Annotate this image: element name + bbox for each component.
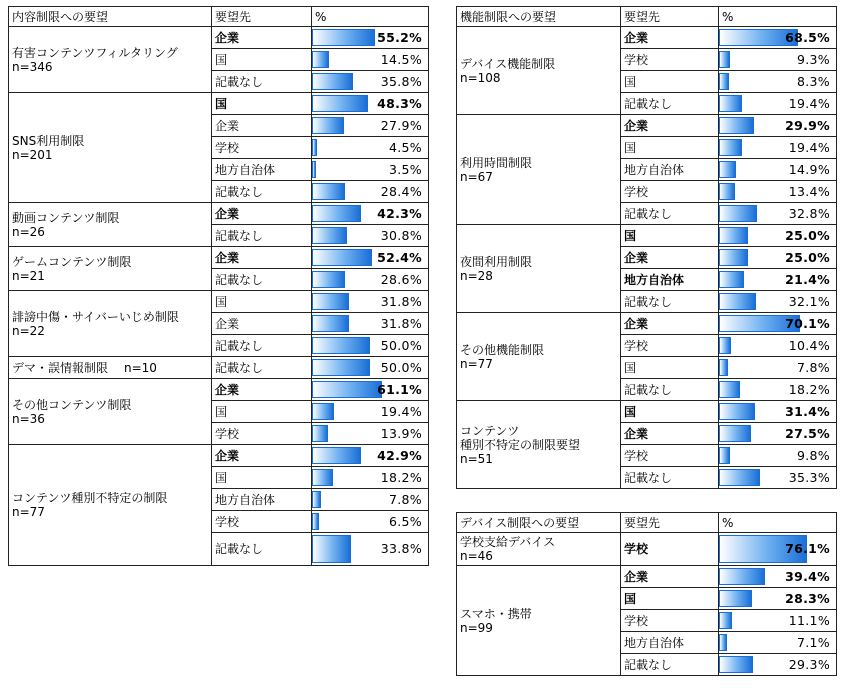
org-label: 国 — [621, 137, 719, 159]
category-header: 機能制限への要望 — [457, 7, 621, 27]
org-label: 記載なし — [212, 357, 312, 379]
category-header: 内容制限への要望 — [9, 7, 212, 27]
percent-label: 8.3% — [797, 73, 830, 89]
percent-label: 3.5% — [389, 161, 422, 177]
category-cell — [457, 533, 621, 566]
header-row — [9, 7, 429, 27]
category-label: デマ・誤情報制限 — [12, 360, 109, 375]
percent-label: 13.9% — [380, 425, 422, 441]
value-cell — [719, 93, 837, 115]
table-row — [457, 566, 837, 588]
header-row — [457, 513, 837, 533]
org-label: 学校 — [212, 511, 312, 533]
value-cell — [312, 445, 429, 467]
value-cell — [312, 335, 429, 357]
table-row — [9, 93, 429, 115]
value-cell — [719, 269, 837, 291]
category-cell — [457, 401, 621, 489]
value-cell — [312, 115, 429, 137]
value-cell — [719, 566, 837, 588]
org-label: 記載なし — [212, 335, 312, 357]
org-label: 記載なし — [621, 379, 719, 401]
org-label: 記載なし — [212, 225, 312, 247]
org-label: 企業 — [621, 423, 719, 445]
org-label: 国 — [212, 49, 312, 71]
function-restriction-table — [456, 6, 837, 489]
percent-label: 32.8% — [788, 205, 830, 221]
percent-label: 35.8% — [380, 73, 422, 89]
value-cell — [719, 335, 837, 357]
org-label: 記載なし — [212, 269, 312, 291]
org-label: 学校 — [621, 181, 719, 203]
table-row — [9, 357, 429, 379]
value-cell — [719, 49, 837, 71]
value-cell — [312, 423, 429, 445]
org-label: 学校 — [621, 335, 719, 357]
category-label: 有害コンテンツフィルタリング — [12, 45, 178, 60]
org-label: 学校 — [621, 610, 719, 632]
header-row — [457, 7, 837, 27]
percent-label: 6.5% — [389, 513, 422, 529]
value-cell — [312, 159, 429, 181]
table-row — [9, 27, 429, 49]
category-label: 誹謗中傷・サイバーいじめ制限 — [12, 309, 179, 324]
percent-label: 50.0% — [380, 337, 422, 353]
table-row — [457, 225, 837, 247]
org-label: 国 — [212, 93, 312, 115]
table-row — [457, 115, 837, 137]
value-cell — [719, 533, 837, 566]
content-restriction-table — [8, 6, 429, 566]
percent-label: 31.8% — [380, 293, 422, 309]
org-label: 記載なし — [621, 203, 719, 225]
percent-label: 42.3% — [377, 205, 422, 221]
category-cell — [457, 225, 621, 313]
value-cell — [312, 313, 429, 335]
sample-size-label: n=51 — [460, 451, 493, 466]
category-cell — [9, 357, 212, 379]
category-label: ゲームコンテンツ制限 — [12, 254, 132, 269]
org-header: 要望先 — [212, 7, 312, 27]
org-label: 地方自治体 — [621, 632, 719, 654]
category-cell — [9, 379, 212, 445]
org-label: 企業 — [212, 247, 312, 269]
org-label: 国 — [212, 467, 312, 489]
sample-size-label: n=346 — [12, 59, 53, 74]
sample-size-label: n=77 — [460, 356, 493, 371]
value-cell — [312, 511, 429, 533]
percent-label: 28.4% — [380, 183, 422, 199]
sample-size-label: n=99 — [460, 620, 493, 635]
org-label: 国 — [621, 357, 719, 379]
org-label: 記載なし — [621, 93, 719, 115]
category-cell — [9, 27, 212, 93]
org-label: 国 — [621, 71, 719, 93]
org-label: 地方自治体 — [212, 159, 312, 181]
sample-size-label: n=67 — [460, 169, 493, 184]
category-label: スマホ・携帯 — [460, 606, 532, 621]
value-cell — [719, 379, 837, 401]
sample-size-label: n=46 — [460, 549, 493, 563]
percent-label: 13.4% — [788, 183, 830, 199]
value-cell — [312, 467, 429, 489]
value-cell — [719, 137, 837, 159]
percent-label: 7.8% — [389, 491, 422, 507]
value-cell — [312, 247, 429, 269]
category-label: その他コンテンツ制限 — [12, 397, 132, 412]
value-cell — [312, 269, 429, 291]
sample-size-label: n=21 — [12, 268, 45, 283]
org-label: 地方自治体 — [212, 489, 312, 511]
value-cell — [719, 588, 837, 610]
percent-label: 39.4% — [785, 568, 830, 584]
org-label: 企業 — [212, 379, 312, 401]
category-label: 利用時間制限 — [460, 155, 533, 170]
category-cell — [9, 291, 212, 357]
percent-label: 28.3% — [785, 590, 830, 606]
value-cell — [312, 181, 429, 203]
value-cell — [719, 71, 837, 93]
org-label: 記載なし — [621, 467, 719, 489]
category-cell — [457, 313, 621, 401]
value-cell — [719, 225, 837, 247]
value-cell — [312, 71, 429, 93]
percent-label: 11.1% — [788, 612, 830, 628]
value-cell — [312, 203, 429, 225]
percent-label: 21.4% — [785, 271, 830, 287]
table-row — [457, 27, 837, 49]
org-label: 企業 — [621, 247, 719, 269]
org-label: 企業 — [212, 445, 312, 467]
value-cell — [312, 401, 429, 423]
percent-label: 76.1% — [785, 541, 830, 556]
sample-size-label: n=201 — [12, 147, 53, 162]
table-row — [457, 533, 837, 566]
percent-label: 33.8% — [380, 541, 422, 556]
value-cell — [312, 225, 429, 247]
value-cell — [719, 27, 837, 49]
org-label: 地方自治体 — [621, 159, 719, 181]
value-cell — [719, 401, 837, 423]
percent-header: % — [719, 7, 837, 27]
percent-label: 42.9% — [377, 447, 422, 463]
org-label: 国 — [212, 401, 312, 423]
value-cell — [719, 610, 837, 632]
category-cell — [9, 247, 212, 291]
percent-label: 52.4% — [377, 249, 422, 265]
percent-label: 14.5% — [380, 51, 422, 67]
category-cell — [457, 115, 621, 225]
table-row — [9, 247, 429, 269]
category-label: コンテンツ 種別不特定の制限要望 — [460, 423, 581, 452]
org-label: 企業 — [621, 27, 719, 49]
org-label: 記載なし — [212, 71, 312, 93]
percent-label: 19.4% — [788, 139, 830, 155]
category-cell — [457, 566, 621, 676]
percent-label: 7.8% — [797, 359, 830, 375]
org-label: 記載なし — [212, 181, 312, 203]
percent-label: 28.6% — [380, 271, 422, 287]
value-cell — [312, 93, 429, 115]
category-label: 夜間利用制限 — [460, 254, 533, 269]
percent-label: 35.3% — [788, 469, 830, 485]
category-cell — [457, 27, 621, 115]
percent-label: 70.1% — [785, 315, 830, 331]
org-label: 企業 — [621, 313, 719, 335]
org-label: 企業 — [621, 115, 719, 137]
percent-label: 55.2% — [377, 29, 422, 45]
table-row — [9, 445, 429, 467]
value-cell — [719, 159, 837, 181]
org-header: 要望先 — [621, 7, 719, 27]
percent-label: 25.0% — [785, 227, 830, 243]
value-cell — [312, 489, 429, 511]
value-cell — [312, 27, 429, 49]
category-label: デバイス機能制限 — [460, 56, 556, 71]
org-label: 国 — [212, 291, 312, 313]
value-cell — [719, 357, 837, 379]
table-row — [457, 313, 837, 335]
org-label: 企業 — [212, 27, 312, 49]
sample-size-label: n=26 — [12, 224, 45, 239]
org-label: 企業 — [212, 203, 312, 225]
percent-label: 18.2% — [380, 469, 422, 485]
sample-size-label: n=77 — [12, 505, 45, 519]
org-label: 記載なし — [212, 533, 312, 566]
category-cell — [9, 203, 212, 247]
percent-label: 25.0% — [785, 249, 830, 265]
value-cell — [719, 115, 837, 137]
value-cell — [719, 445, 837, 467]
table-row — [9, 291, 429, 313]
percent-label: 31.4% — [785, 403, 830, 419]
org-label: 企業 — [621, 566, 719, 588]
org-label: 学校 — [212, 137, 312, 159]
category-label: 動画コンテンツ制限 — [12, 210, 120, 225]
percent-label: 31.8% — [380, 315, 422, 331]
table-row — [9, 203, 429, 225]
percent-label: 68.5% — [785, 29, 830, 45]
value-cell — [719, 181, 837, 203]
device-restriction-table — [456, 512, 837, 676]
value-cell — [719, 632, 837, 654]
percent-label: 61.1% — [377, 381, 422, 397]
org-label: 国 — [621, 225, 719, 247]
category-label: コンテンツ種別不特定の制限 — [12, 491, 168, 505]
table-row — [9, 379, 429, 401]
org-label: 企業 — [212, 115, 312, 137]
sample-size-label: n=108 — [460, 70, 501, 85]
percent-label: 10.4% — [788, 337, 830, 353]
value-cell — [719, 313, 837, 335]
percent-label: 9.8% — [797, 447, 830, 463]
value-cell — [719, 467, 837, 489]
org-label: 学校 — [621, 533, 719, 566]
org-label: 地方自治体 — [621, 269, 719, 291]
percent-label: 27.9% — [380, 117, 422, 133]
percent-label: 27.5% — [785, 425, 830, 441]
percent-label: 9.3% — [797, 51, 830, 67]
category-header: デバイス制限への要望 — [457, 513, 621, 533]
percent-label: 29.3% — [788, 656, 830, 672]
value-cell — [312, 291, 429, 313]
value-cell — [719, 247, 837, 269]
category-label: 学校支給デバイス — [460, 535, 556, 549]
percent-label: 18.2% — [788, 381, 830, 397]
value-cell — [312, 533, 429, 566]
sample-size-label: n=10 — [124, 360, 157, 375]
table-row — [457, 401, 837, 423]
category-cell — [9, 93, 212, 203]
percent-label: 50.0% — [380, 359, 422, 375]
org-label: 国 — [621, 588, 719, 610]
org-header: 要望先 — [621, 513, 719, 533]
value-cell — [719, 654, 837, 676]
sample-size-label: n=22 — [12, 323, 45, 338]
org-label: 学校 — [621, 49, 719, 71]
value-cell — [312, 137, 429, 159]
percent-header: % — [312, 7, 429, 27]
org-label: 学校 — [212, 423, 312, 445]
percent-label: 4.5% — [389, 139, 422, 155]
org-label: 企業 — [212, 313, 312, 335]
value-cell — [312, 379, 429, 401]
percent-label: 32.1% — [788, 293, 830, 309]
percent-label: 14.9% — [788, 161, 830, 177]
value-cell — [312, 49, 429, 71]
org-label: 記載なし — [621, 291, 719, 313]
value-cell — [719, 291, 837, 313]
org-label: 学校 — [621, 445, 719, 467]
percent-label: 29.9% — [785, 117, 830, 133]
percent-label: 48.3% — [377, 95, 422, 111]
org-label: 国 — [621, 401, 719, 423]
value-cell — [719, 203, 837, 225]
value-cell — [312, 357, 429, 379]
org-label: 記載なし — [621, 654, 719, 676]
value-cell — [719, 423, 837, 445]
category-label: その他機能制限 — [460, 342, 545, 357]
sample-size-label: n=28 — [460, 268, 493, 283]
category-cell — [9, 445, 212, 566]
percent-label: 19.4% — [788, 95, 830, 111]
percent-label: 19.4% — [380, 403, 422, 419]
percent-label: 7.1% — [797, 634, 830, 650]
percent-label: 30.8% — [380, 227, 422, 243]
percent-header: % — [719, 513, 837, 533]
sample-size-label: n=36 — [12, 411, 45, 426]
category-label: SNS利用制限 — [12, 133, 85, 148]
